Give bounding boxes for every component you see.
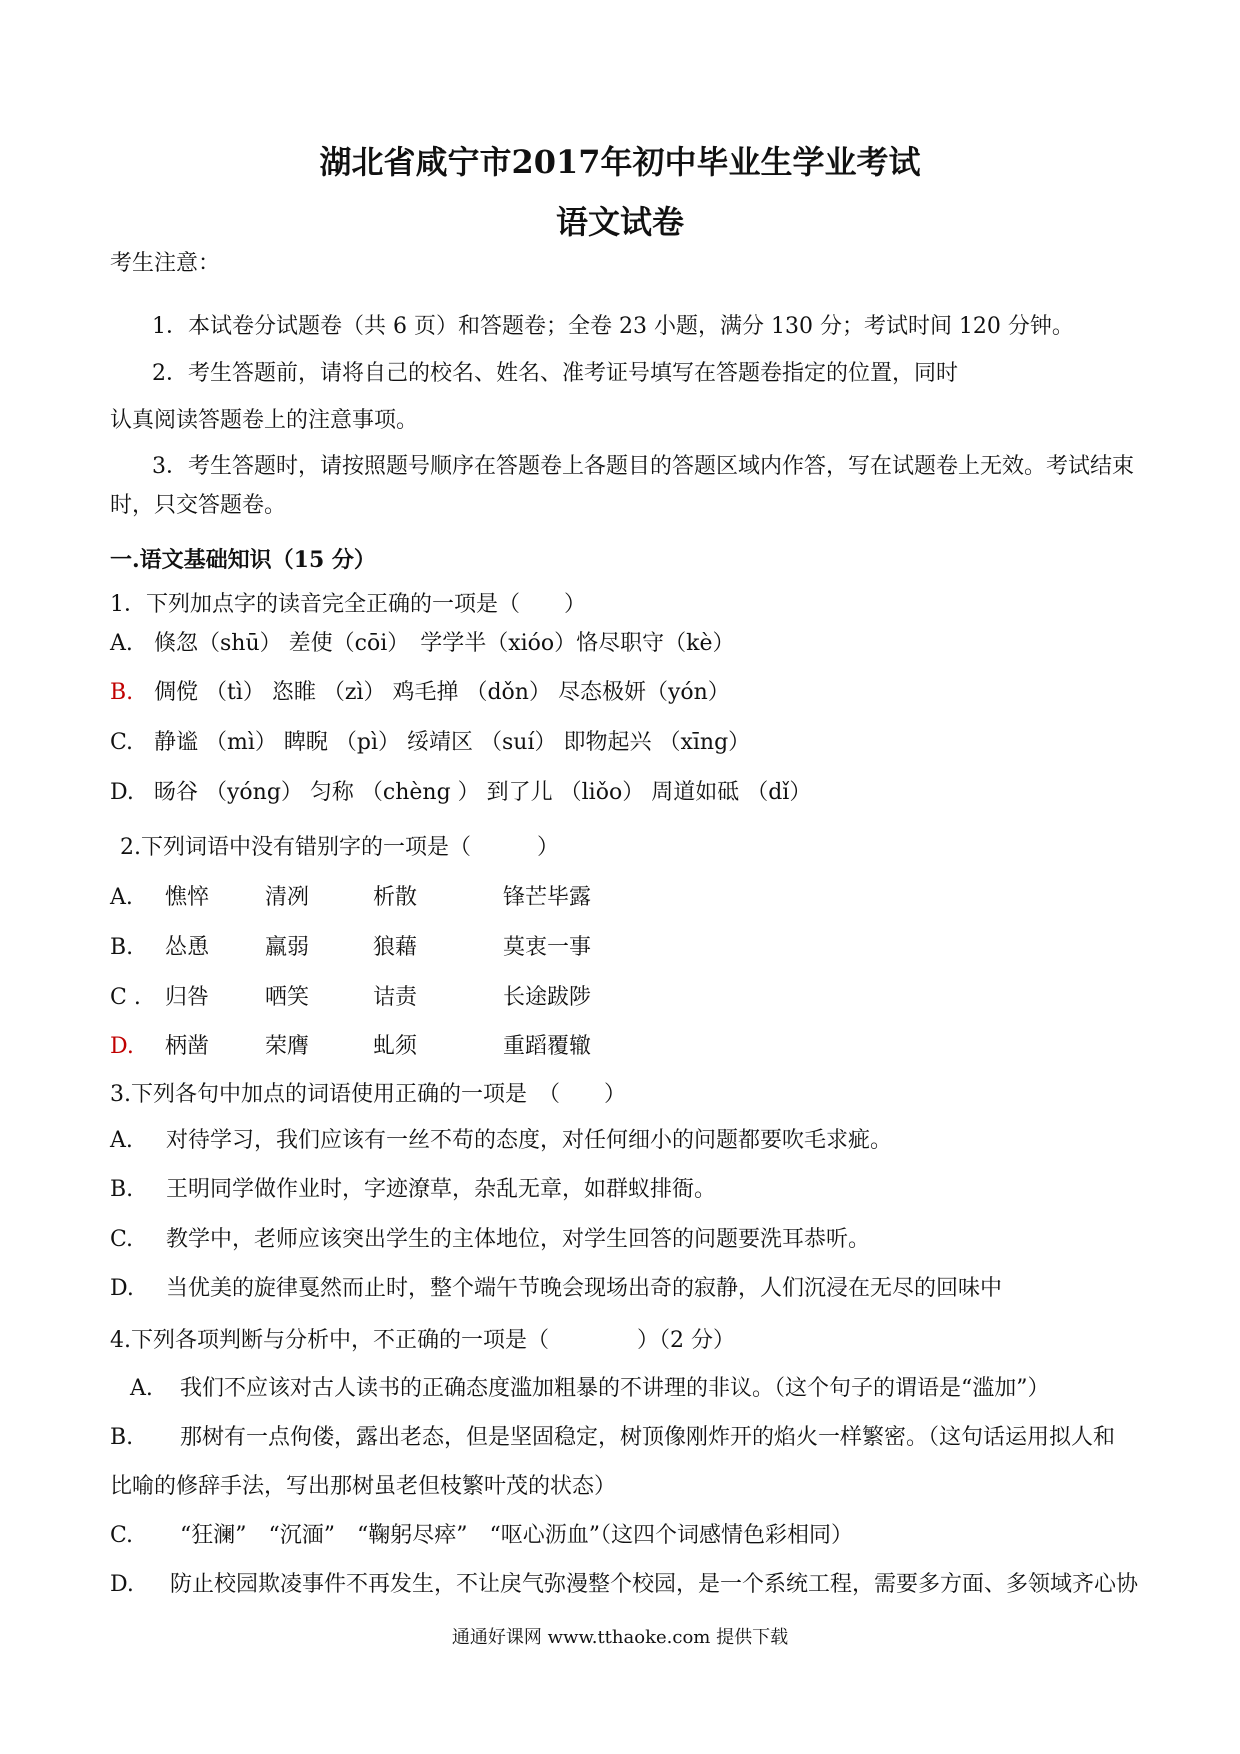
q2-word: 析散 [373,885,418,910]
notice-heading: 考生注意： [110,251,221,276]
q4-option-b [110,1423,1115,1453]
q3-option-b [110,1175,716,1205]
q1-option-c-letter: C. [110,730,134,755]
q3-option-b-text: 王明同学做作业时，字迹潦草，杂乱无章，如群蚁排衙。 [166,1177,717,1202]
q2-word: 归咎 [165,985,210,1010]
q4-option-a [130,1374,1050,1404]
q4-option-b-text: 那树有一点佝偻，露出老态，但是坚固稳定，树顶像刚炸开的焰火一样繁密。（这句话运用拟人和 [180,1425,1116,1450]
q2-word: 哂笑 [265,985,310,1010]
notice-item-3-cont: 时，只交答题卷。 [110,493,287,518]
q3-option-a [110,1126,892,1156]
q1-option-a [110,629,735,659]
q2-word: 憔悴 [165,885,210,910]
q4-option-d-letter: D. [110,1572,134,1597]
q2-word: 柄凿 [165,1034,210,1059]
q4-option-c [110,1521,853,1551]
q4-option-d-text: 防止校园欺凌事件不再发生，不让戾气弥漫整个校园，是一个系统工程，需要多方面、多领域齐心协 [170,1572,1139,1597]
q2-word: 重蹈覆辙 [503,1034,592,1059]
q4-stem: 4.下列各项判断与分析中，不正确的一项是（ ）（2 分） [110,1328,735,1353]
q4-option-a-text: 我们不应该对古人读书的正确态度滥加粗暴的不讲理的非议。（这个句子的谓语是“滥加”） [180,1376,1050,1401]
page-footer: 通通好课网 www.tthaoke.com 提供下载 [451,1627,789,1648]
notice-item-1: 1．本试卷分试题卷（共 6 页）和答题卷；全卷 23 小题，满分 130 分；考试时间 120 分钟。 [152,314,1074,339]
q1-option-c [110,728,750,758]
q3-option-d-text: 当优美的旋律戛然而止时，整个端午节晚会现场出奇的寂静，人们沉浸在无尽的回味中 [166,1276,1003,1301]
q1-option-a-letter: A. [110,631,133,656]
q2-word: 莫衷一事 [503,935,592,960]
q2-stem: 2.下列词语中没有错别字的一项是（ ） [120,835,559,860]
q1-option-b-letter: B. [110,680,134,705]
q3-option-d-letter: D. [110,1276,134,1301]
notice-item-2: 2．考生答题前，请将自己的校名、姓名、准考证号填写在答题卷指定的位置，同时 [152,361,958,386]
q2-row-letter: D. [110,1034,134,1059]
q2-word: 清冽 [265,885,310,910]
q1-option-d-letter: D. [110,780,134,805]
notice-item-2-cont: 认真阅读答题卷上的注意事项。 [110,408,419,433]
q2-row-letter: B. [110,935,134,960]
q1-option-d [110,778,811,808]
q1-option-b [110,678,730,708]
q2-word: 锋芒毕露 [503,885,592,910]
q1-option-c-text: 静谧 （mì） 睥睨 （pì） 绥靖区 （suí） 即物起兴 （xīng） [154,730,751,755]
notice-item-3: 3．考生答题时，请按照题号顺序在答题卷上各题目的答题区域内作答，写在试题卷上无效。考试结束 [152,454,1135,479]
q4-option-c-text: “狂澜” “沉湎” “鞠躬尽瘁” “呕心沥血”（这四个词感情色彩相同） [180,1523,853,1548]
q2-word: 荣膺 [265,1034,310,1059]
q2-row-letter: C . [110,985,141,1010]
q4-option-b-letter: B. [110,1425,134,1450]
q1-option-b-text: 倜傥 （tì） 恣睢 （zì） 鸡毛掸 （dǒn） 尽态极妍（yón） [154,680,730,705]
q3-option-c [110,1225,870,1255]
q2-word: 诘责 [373,985,418,1010]
q3-option-c-text: 教学中，老师应该突出学生的主体地位，对学生回答的问题要洗耳恭听。 [166,1227,871,1252]
q2-word: 长途跋陟 [503,985,592,1010]
q4-option-d [110,1570,1138,1600]
section-1-heading: 一.语文基础知识（15 分） [110,547,376,573]
q3-option-a-letter: A. [110,1128,133,1153]
q3-option-a-text: 对待学习，我们应该有一丝不苟的态度，对任何细小的问题都要吹毛求疵。 [166,1128,893,1153]
q3-stem: 3.下列各句中加点的词语使用正确的一项是 （ ） [110,1082,626,1107]
q4-option-c-letter: C. [110,1523,134,1548]
q4-option-a-letter: A. [130,1376,153,1401]
q2-word: 虬须 [373,1034,418,1059]
q2-word: 狼藉 [373,935,418,960]
q1-option-a-text: 倏忽（shū） 差使（cōi） 学学半（xióo）恪尽职守（kè） [154,631,735,656]
q2-word: 怂恿 [165,935,210,960]
q1-stem: 1．下列加点字的读音完全正确的一项是（ ） [110,592,586,617]
q2-word: 羸弱 [265,935,310,960]
q3-option-c-letter: C. [110,1227,134,1252]
exam-subtitle: 语文试卷 [555,203,684,241]
q1-option-d-text: 旸谷 （yóng） 匀称 （chèng ） 到了儿 （liǒo） 周道如砥 （dǐ） [154,780,812,805]
q3-option-d [110,1274,1002,1304]
exam-title: 湖北省咸宁市2017年初中毕业生学业考试 [319,143,921,181]
q2-row-letter: A. [110,885,133,910]
q3-option-b-letter: B. [110,1177,134,1202]
q4-option-b-cont: 比喻的修辞手法，写出那树虽老但枝繁叶茂的状态） [110,1474,617,1499]
